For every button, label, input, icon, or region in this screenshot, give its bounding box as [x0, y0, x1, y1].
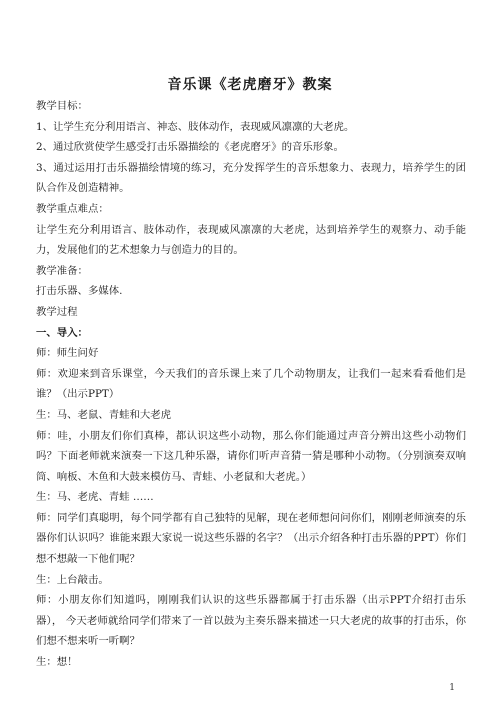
paragraph: 教学准备： [36, 264, 88, 277]
paragraph: 生：马、老虎、青蛙 …… [36, 491, 154, 504]
paragraph: 生：上台敲击。 [36, 573, 109, 586]
paragraph: 师：小朋友你们知道吗，刚刚我们认识的这些乐器都属于打击乐器（出示PPT介绍打击乐器）， 今天老师就给同学们带来了一首以鼓为主奏乐器来描述一只大老虎的故事的打击乐，你们想不想来听一听啊？ [36, 594, 466, 648]
paragraph: 师：师生问好 [36, 347, 99, 360]
page-number: 1 [449, 683, 455, 693]
paragraph: 教学重点难点： [36, 202, 109, 215]
paragraph: 生：想！ [36, 656, 78, 669]
paragraph: 教学目标： [36, 100, 88, 112]
document-body [36, 96, 466, 673]
section-heading: 一、导入： [36, 326, 88, 339]
paragraph: 1、让学生充分利用语言、神态、肢体动作，表现威风凛凛的大老虎。 [36, 120, 355, 133]
paragraph: 让学生充分利用语言、肢体动作，表现威风凛凛的大老虎，达到培养学生的观察力、动手能力，发展他们的艺术想象力与创造力的目的。 [36, 223, 466, 257]
paragraph: 师：哇，小朋友们你们真棒，都认识这些小动物，那么你们能通过声音分辨出这些小动物们吗？下面老师就来演奏一下这几种乐器，请你们听声音猜一猜是哪种小动物。（分别演奏双响筒、响板、木鱼和大鼓来模仿马、青蛙、小老鼠和大老虎。） [36, 429, 466, 483]
paragraph: 生：马、老鼠、青蛙和大老虎 [36, 408, 172, 421]
paragraph: 师：欢迎来到音乐课堂，今天我们的音乐课上来了几个动物朋友，让我们一起来看看他们是谁？（出示PPT） [36, 367, 466, 401]
paragraph: 2、通过欣赏使学生感受打击乐器描绘的《老虎磨牙》的音乐形象。 [36, 141, 344, 154]
paragraph: 打击乐器、多媒体. [36, 285, 123, 298]
paragraph: 教学过程 [36, 305, 78, 318]
document-title: 音乐课《老虎磨牙》教案 [167, 77, 333, 93]
paragraph: 师：同学们真聪明，每个同学都有自己独特的见解，现在老师想问问你们，刚刚老师演奏的乐器你们认识吗？谁能来跟大家说一说这些乐器的名字？（出示介绍各种打击乐器的PPT）你们想不想敲一下他们呢？ [36, 511, 466, 566]
paragraph: 3、通过运用打击乐器描绘情境的练习，充分发挥学生的音乐想象力、表现力，培养学生的团队合作及创造精神。 [36, 161, 466, 195]
